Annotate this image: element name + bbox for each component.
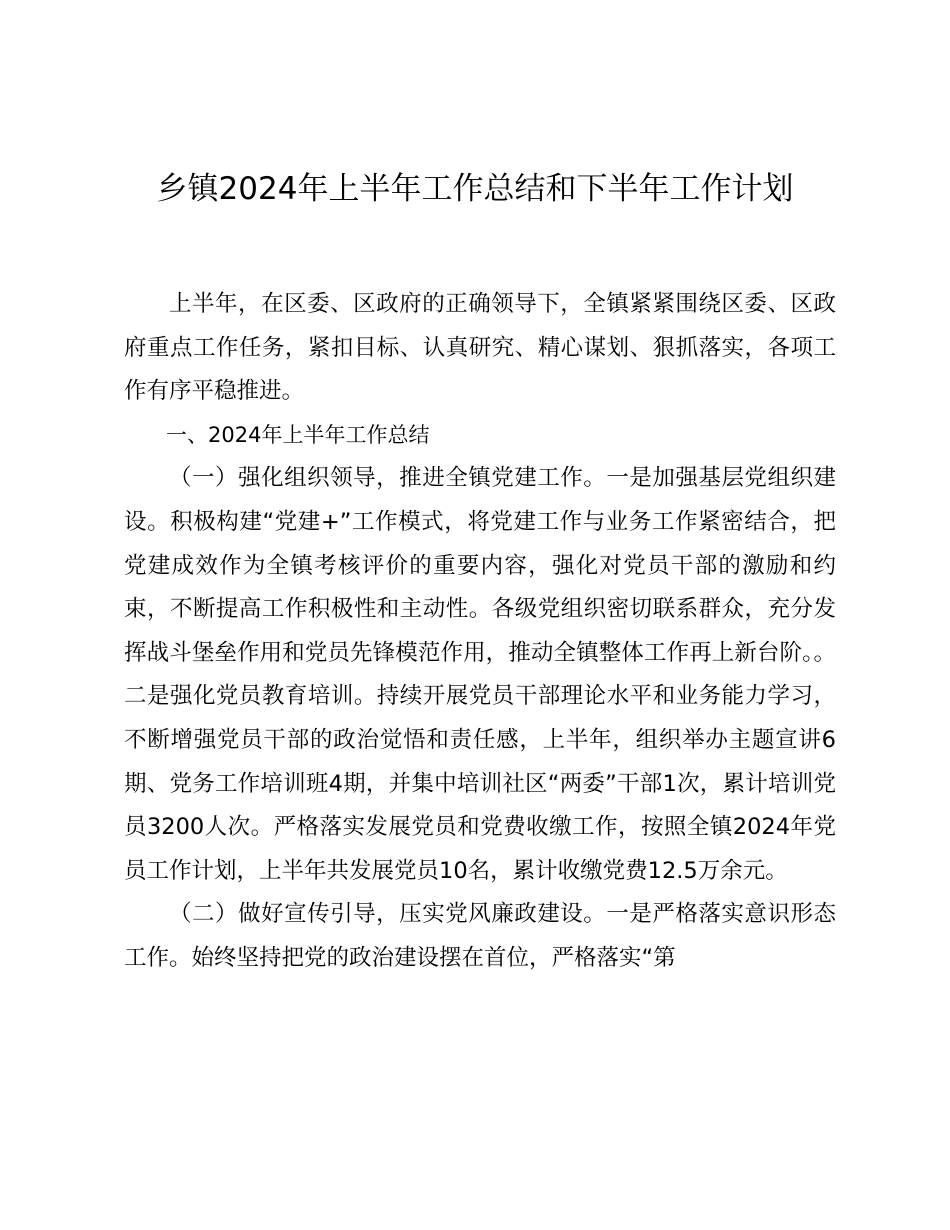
intro-paragraph: 上半年，在区委、区政府的正确领导下，全镇紧紧围绕区委、区政府重点工作任务，紧扣目标、认真研究、精心谋划、狠抓落实，各项工作有序平稳推进。 bbox=[124, 291, 836, 405]
section-heading: 一、2024年上半年工作总结 bbox=[166, 422, 430, 447]
publicity-paragraph: （二）做好宣传引导，压实党风廉政建设。一是严格落实意识形态工作。始终坚持把党的政治建设摆在首位，严格落实“第 bbox=[124, 901, 836, 971]
document-title: 乡镇2024年上半年工作总结和下半年工作计划 bbox=[156, 171, 794, 207]
party-building-paragraph: （一）强化组织领导，推进全镇党建工作。一是加强基层党组织建设。积极构建“党建+”工作模式，将党建工作与业务工作紧密结合，把党建成效作为全镇考核评价的重要内容，强化对党员干部的激励和约束，不断提高工作积极性和主动性。各级党组织密切联系群众，充分发挥战斗堡垒作用和党员先锋模范作用，推动全镇整体工作再上新台阶。。二是强化党员教育培训。持续开展党员干部理论水平和业务能力学习，不断增强党员干部的政治觉悟和责任感，上半年，组织举办主题宣讲6期、党务工作培训班4期，并集中培训社区“两委”干部1次，累计培训党员3200人次。严格落实发展党员和党费收缴工作，按照全镇2024年党员工作计划，上半年共发展党员10名，累计收缴党费12.5万余元。 bbox=[124, 465, 836, 884]
document-body bbox=[124, 283, 836, 981]
